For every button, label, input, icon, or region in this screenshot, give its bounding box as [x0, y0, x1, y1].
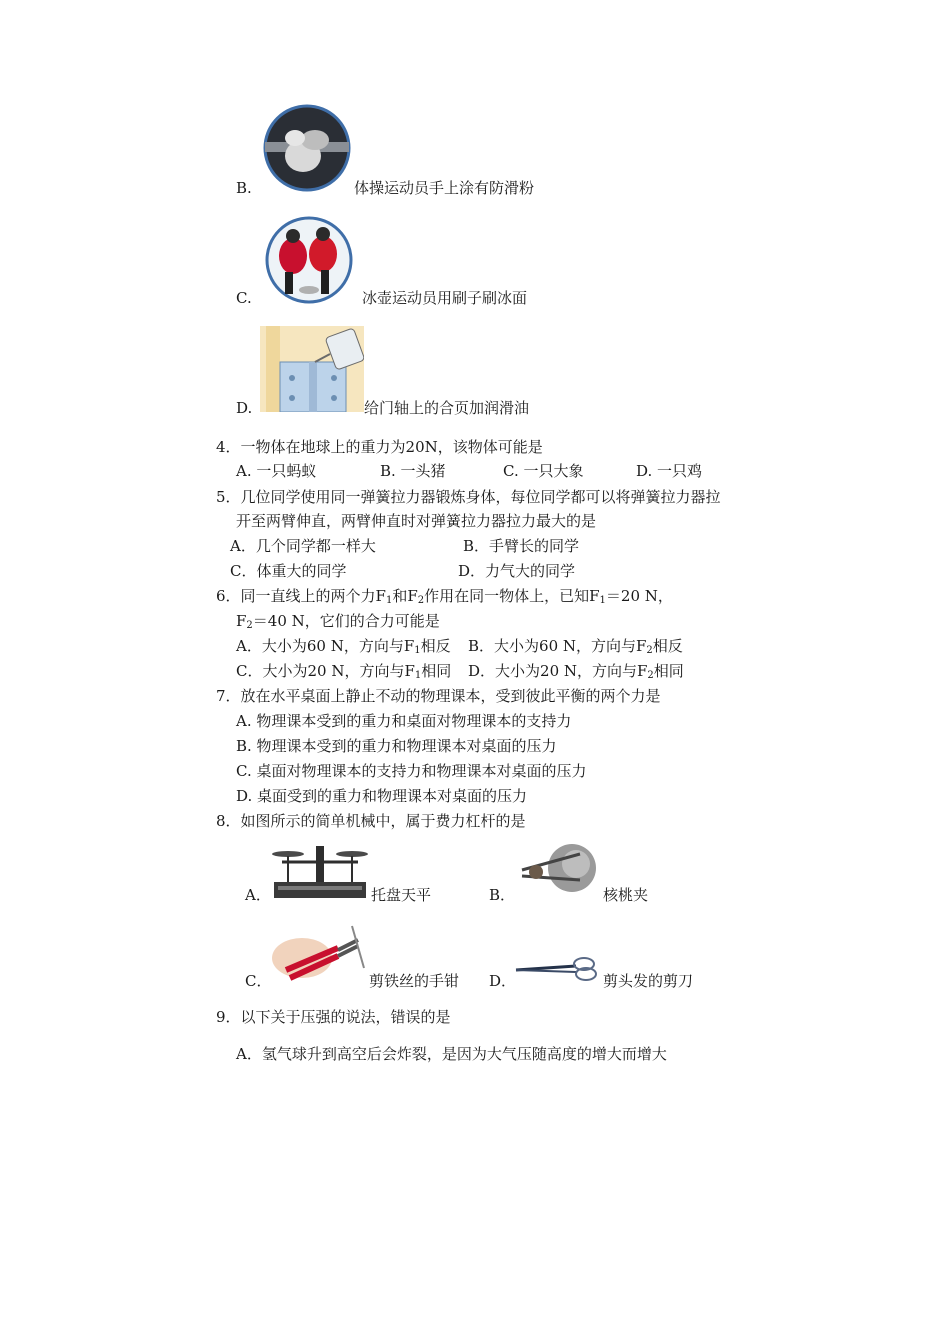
q8-option-c-text: 剪铁丝的手钳	[369, 972, 460, 990]
q5-stem-line2: 开至两臂伸直，两臂伸直时对弹簧拉力器拉力最大的是	[236, 512, 597, 530]
q5-stem-line1: 5．几位同学使用同一弹簧拉力器锻炼身体，每位同学都可以将弹簧拉力器拉	[216, 488, 721, 506]
q8-option-b-text: 核桃夹	[603, 886, 649, 904]
door-hinge-oil-image	[260, 326, 364, 412]
q7-option-d: D. 桌面受到的重力和物理课本对桌面的压力	[236, 787, 528, 805]
q8-option-c-letter: C．	[245, 972, 272, 990]
q3-option-b-letter: B.	[236, 179, 252, 197]
hair-scissors-image	[514, 956, 602, 982]
q6-stem-line2: $F_2=40$ N，它们的合力可能是	[236, 612, 440, 631]
q3-option-c-text: 冰壶运动员用刷子刷冰面	[362, 289, 528, 307]
q8-option-d-text: 剪头发的剪刀	[603, 972, 694, 990]
q9-option-a: A．氢气球升到高空后会炸裂，是因为大气压随高度的增大而增大	[236, 1045, 667, 1063]
q4-option-c: C. 一只大象	[503, 462, 584, 480]
q4-option-a: A. 一只蚂蚁	[236, 462, 317, 480]
q8-stem: 8．如图所示的简单机械中，属于费力杠杆的是	[216, 812, 526, 830]
q6-option-d: D．大小为20 N，方向与$F_2$相同	[468, 662, 684, 681]
q3-option-d-letter: D.	[236, 399, 253, 417]
q9-stem: 9．以下关于压强的说法，错误的是	[216, 1008, 451, 1026]
wire-pliers-image	[266, 922, 370, 988]
curling-sweepers-image	[263, 216, 355, 304]
q5-option-d: D．力气大的同学	[458, 562, 576, 580]
q5-option-b: B．手臂长的同学	[463, 537, 580, 555]
q7-option-c: C. 桌面对物理课本的支持力和物理课本对桌面的压力	[236, 762, 587, 780]
q6-option-a: A．大小为60 N，方向与$F_1$相反	[236, 637, 451, 656]
q6-option-b: B．大小为60 N，方向与$F_2$相反	[468, 637, 683, 656]
q8-option-b-letter: B．	[489, 886, 516, 904]
q3-option-b-text: 体操运动员手上涂有防滑粉	[354, 179, 535, 197]
q4-option-d: D. 一只鸡	[636, 462, 703, 480]
q8-option-a-text: 托盘天平	[371, 886, 432, 904]
q5-option-a: A．几个同学都一样大	[230, 537, 376, 555]
gymnast-hands-image	[263, 104, 351, 192]
q7-stem: 7．放在水平桌面上静止不动的物理课本，受到彼此平衡的两个力是	[216, 687, 661, 705]
q7-option-a: A. 物理课本受到的重力和桌面对物理课本的支持力	[236, 712, 572, 730]
q6-option-c: C．大小为20 N，方向与$F_1$相同	[236, 662, 452, 681]
tray-balance-image	[268, 836, 372, 902]
q3-option-d-text: 给门轴上的合页加润滑油	[364, 399, 530, 417]
q4-option-b: B. 一头猪	[380, 462, 446, 480]
q5-option-c: C．体重大的同学	[230, 562, 347, 580]
q8-option-d-letter: D．	[489, 972, 517, 990]
nutcracker-image	[514, 834, 604, 898]
q6-stem-line1: 6．同一直线上的两个力$F_1$和$F_2$作用在同一物体上，已知$F_1=20$ N，	[216, 587, 673, 606]
q3-option-c-letter: C.	[236, 289, 252, 307]
q4-stem: 4．一物体在地球上的重力为20N，该物体可能是	[216, 438, 543, 456]
q7-option-b: B. 物理课本受到的重力和物理课本对桌面的压力	[236, 737, 557, 755]
q8-option-a-letter: A．	[245, 886, 271, 904]
